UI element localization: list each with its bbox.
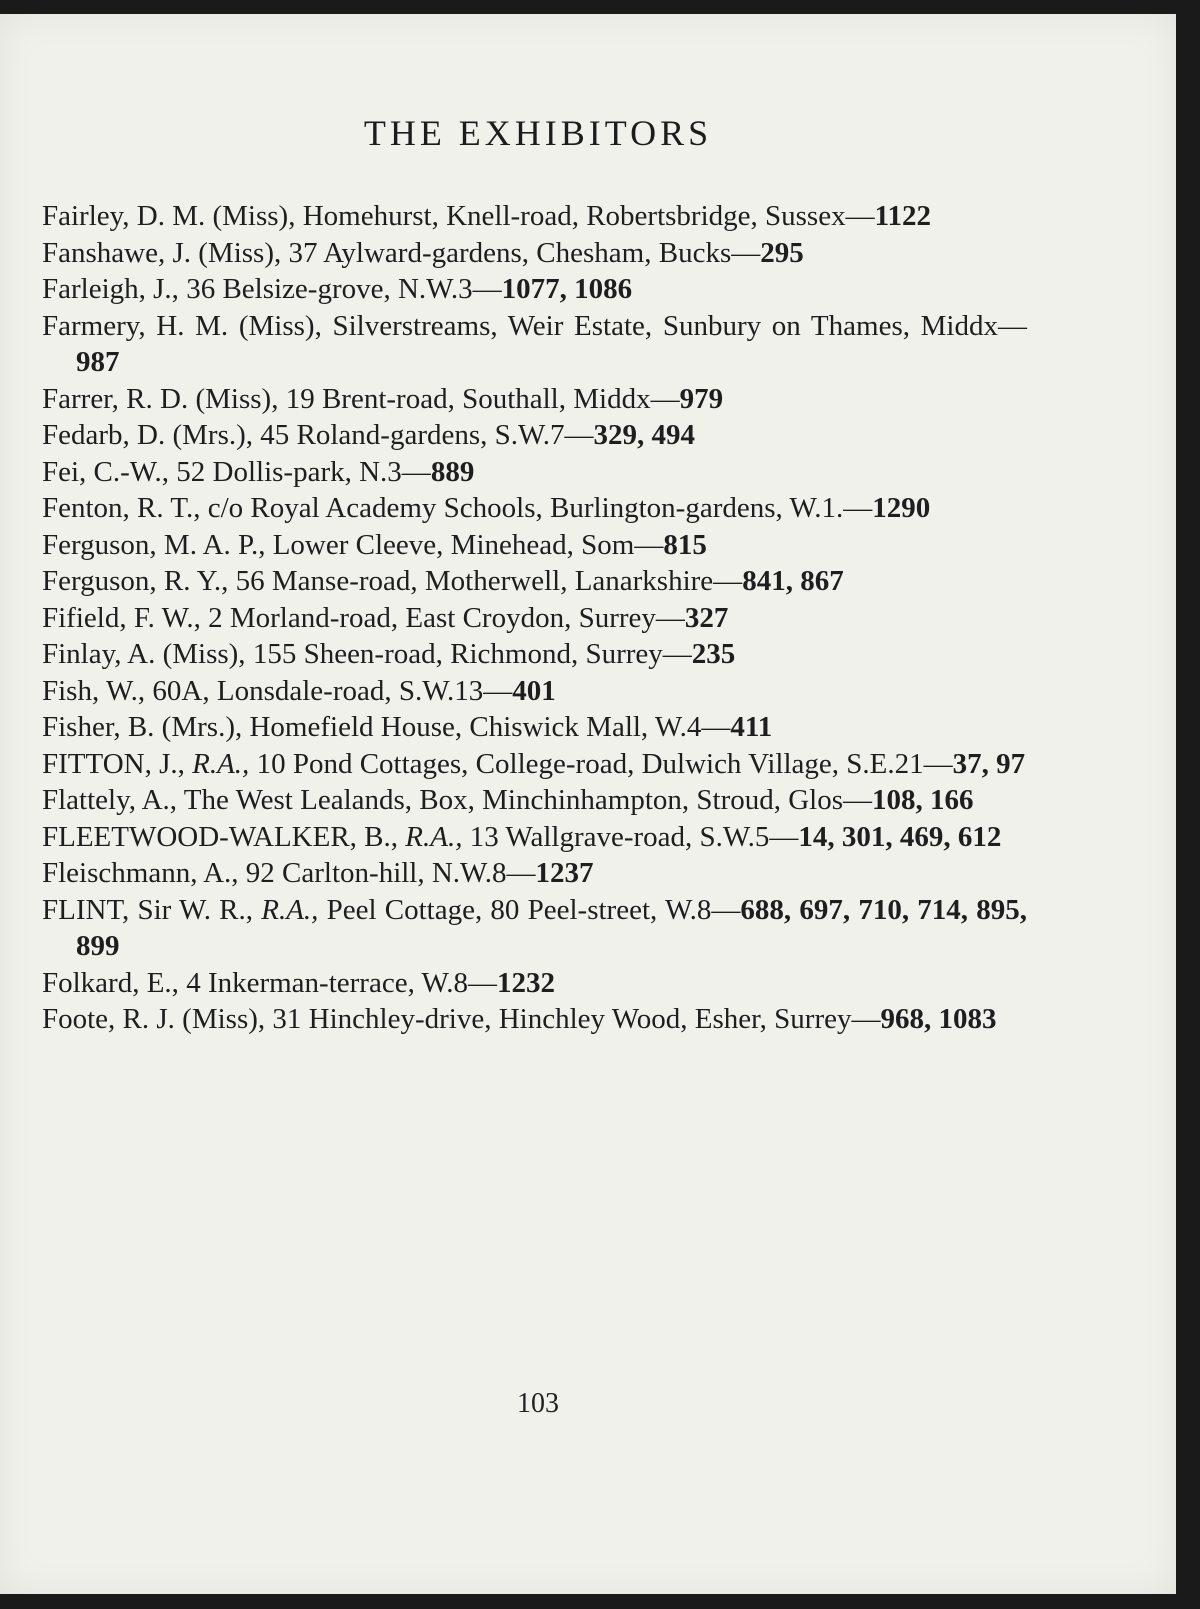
exhibitor-address: 10 Pond Cottages, College-road, Dulwich Village, S.E.21— <box>249 747 953 780</box>
exhibitor-entry <box>42 819 1027 856</box>
exhibitor-name: Folkard, E., <box>42 966 179 999</box>
ra-designation: R.A., <box>253 893 319 926</box>
exhibitor-name: Fish, W., <box>42 674 146 707</box>
exhibitor-name: Fisher, B. (Mrs.), <box>42 711 243 743</box>
page-number: 103 <box>517 1388 559 1419</box>
exhibitor-address: 45 Roland-gardens, S.W.7— <box>253 419 594 451</box>
exhibitor-address: Silverstreams, Weir Estate, Sunbury on Thames, Middx— <box>321 309 1027 342</box>
exhibitor-address: 56 Manse-road, Motherwell, Lanarkshire— <box>228 565 743 597</box>
exhibitor-address: The West Lealands, Box, Minchinhampton, Stroud, Glos— <box>177 784 873 816</box>
ra-designation: R.A., <box>184 747 250 780</box>
exhibitor-list <box>42 198 1027 1038</box>
exhibitor-entry <box>42 746 1027 783</box>
catalogue-numbers: 108, 166 <box>872 784 974 816</box>
exhibitor-entry <box>42 892 1027 965</box>
exhibitor-entry <box>42 271 1027 308</box>
catalogue-numbers: 1077, 1086 <box>501 273 633 305</box>
exhibitor-entry <box>42 855 1027 892</box>
catalogue-numbers: 329, 494 <box>593 419 695 451</box>
catalogue-numbers: 979 <box>679 382 724 415</box>
exhibitor-entry <box>42 381 1027 418</box>
catalogue-numbers: 401 <box>512 674 556 707</box>
exhibitor-address: 37 Aylward-gardens, Chesham, Bucks— <box>281 236 761 269</box>
exhibitor-address: 155 Sheen-road, Richmond, Surrey— <box>245 638 692 670</box>
exhibitor-name: Farleigh, J., <box>42 273 179 305</box>
catalogue-numbers: 688, 697, 710, 714, 895, 899 <box>76 893 1027 962</box>
exhibitor-entry <box>42 417 1027 454</box>
exhibitor-address: Lower Cleeve, Minehead, Som— <box>265 528 664 561</box>
exhibitor-name: Fairley, D. M. (Miss), <box>42 200 296 232</box>
exhibitor-name: Fenton, R. T., <box>42 492 201 524</box>
exhibitor-address: 36 Belsize-grove, N.W.3— <box>178 273 502 305</box>
ra-designation: R.A., <box>398 820 463 853</box>
exhibitor-address: 4 Inkerman-terrace, W.8— <box>178 966 498 999</box>
catalogue-numbers: 815 <box>663 528 707 561</box>
exhibitor-name: Ferguson, M. A. P., <box>42 528 266 561</box>
exhibitor-name: Farrer, R. D. (Miss), <box>42 382 279 415</box>
exhibitor-entry <box>42 490 1027 527</box>
exhibitor-entry <box>42 782 1027 819</box>
exhibitor-name: Fleischmann, A., <box>42 857 239 889</box>
exhibitor-name: Farmery, H. M. (Miss), <box>42 309 322 342</box>
exhibitor-address: 19 Brent-road, Southall, Middx— <box>278 382 680 415</box>
exhibitor-address: Peel Cottage, 80 Peel-street, W.8— <box>318 893 741 926</box>
catalogue-numbers: 37, 97 <box>952 747 1026 780</box>
catalogue-numbers: 889 <box>430 455 475 488</box>
exhibitor-entry <box>42 1001 1027 1038</box>
catalogue-numbers: 968, 1083 <box>880 1003 997 1035</box>
catalogue-numbers: 14, 301, 469, 612 <box>798 820 1002 853</box>
catalogue-numbers: 411 <box>730 711 773 743</box>
exhibitor-entry <box>42 235 1027 272</box>
exhibitor-entry <box>42 308 1027 381</box>
exhibitor-address: 60A, Lonsdale-road, S.W.13— <box>145 674 513 707</box>
exhibitor-name: Fanshawe, J. (Miss), <box>42 236 282 269</box>
catalogue-numbers: 987 <box>76 346 120 378</box>
exhibitor-name: FLEETWOOD-WALKER, B., <box>42 820 399 853</box>
exhibitor-name: Finlay, A. (Miss), <box>42 638 246 670</box>
exhibitor-name: Ferguson, R. Y., <box>42 565 229 597</box>
exhibitor-entry <box>42 709 1027 746</box>
exhibitor-address: Homehurst, Knell-road, Robertsbridge, Sussex— <box>295 200 875 232</box>
catalogue-numbers: 295 <box>760 236 804 269</box>
catalogue-numbers: 1237 <box>535 857 594 889</box>
exhibitor-address: 2 Morland-road, East Croydon, Surrey— <box>200 601 685 634</box>
exhibitor-address: c/o Royal Academy Schools, Burlington-gardens, W.1.— <box>200 492 873 524</box>
exhibitor-entry <box>42 454 1027 491</box>
exhibitor-address: Homefield House, Chiswick Mall, W.4— <box>242 711 731 743</box>
exhibitor-entry <box>42 965 1027 1002</box>
catalogue-numbers: 235 <box>691 638 736 670</box>
page-title: THE EXHIBITORS <box>363 113 713 153</box>
exhibitor-entry <box>42 673 1027 710</box>
catalogue-numbers: 1122 <box>874 200 931 232</box>
exhibitor-name: Fifield, F. W., <box>42 601 201 634</box>
exhibitor-address: 92 Carlton-hill, N.W.8— <box>238 857 536 889</box>
exhibitor-entry <box>42 563 1027 600</box>
exhibitor-entry <box>42 600 1027 637</box>
exhibitor-name: Flattely, A., <box>42 784 178 816</box>
exhibitor-name: Foote, R. J. (Miss), <box>42 1003 266 1035</box>
book-page <box>0 14 1176 1594</box>
exhibitor-entry <box>42 636 1027 673</box>
exhibitor-address: 52 Dollis-park, N.3— <box>169 455 431 488</box>
exhibitor-address: 31 Hinchley-drive, Hinchley Wood, Esher, Surrey— <box>265 1003 881 1035</box>
catalogue-numbers: 841, 867 <box>742 565 844 597</box>
exhibitor-name: FLINT, Sir W. R., <box>42 893 254 926</box>
catalogue-numbers: 1232 <box>497 966 556 999</box>
catalogue-numbers: 1290 <box>872 492 931 524</box>
exhibitor-entry <box>42 527 1027 564</box>
exhibitor-name: Fedarb, D. (Mrs.), <box>42 419 254 451</box>
exhibitor-address: 13 Wallgrave-road, S.W.5— <box>462 820 799 853</box>
exhibitor-entry <box>42 198 1027 235</box>
exhibitor-name: FITTON, J., <box>42 747 185 780</box>
exhibitor-name: Fei, C.-W., <box>42 455 170 488</box>
catalogue-numbers: 327 <box>684 601 729 634</box>
